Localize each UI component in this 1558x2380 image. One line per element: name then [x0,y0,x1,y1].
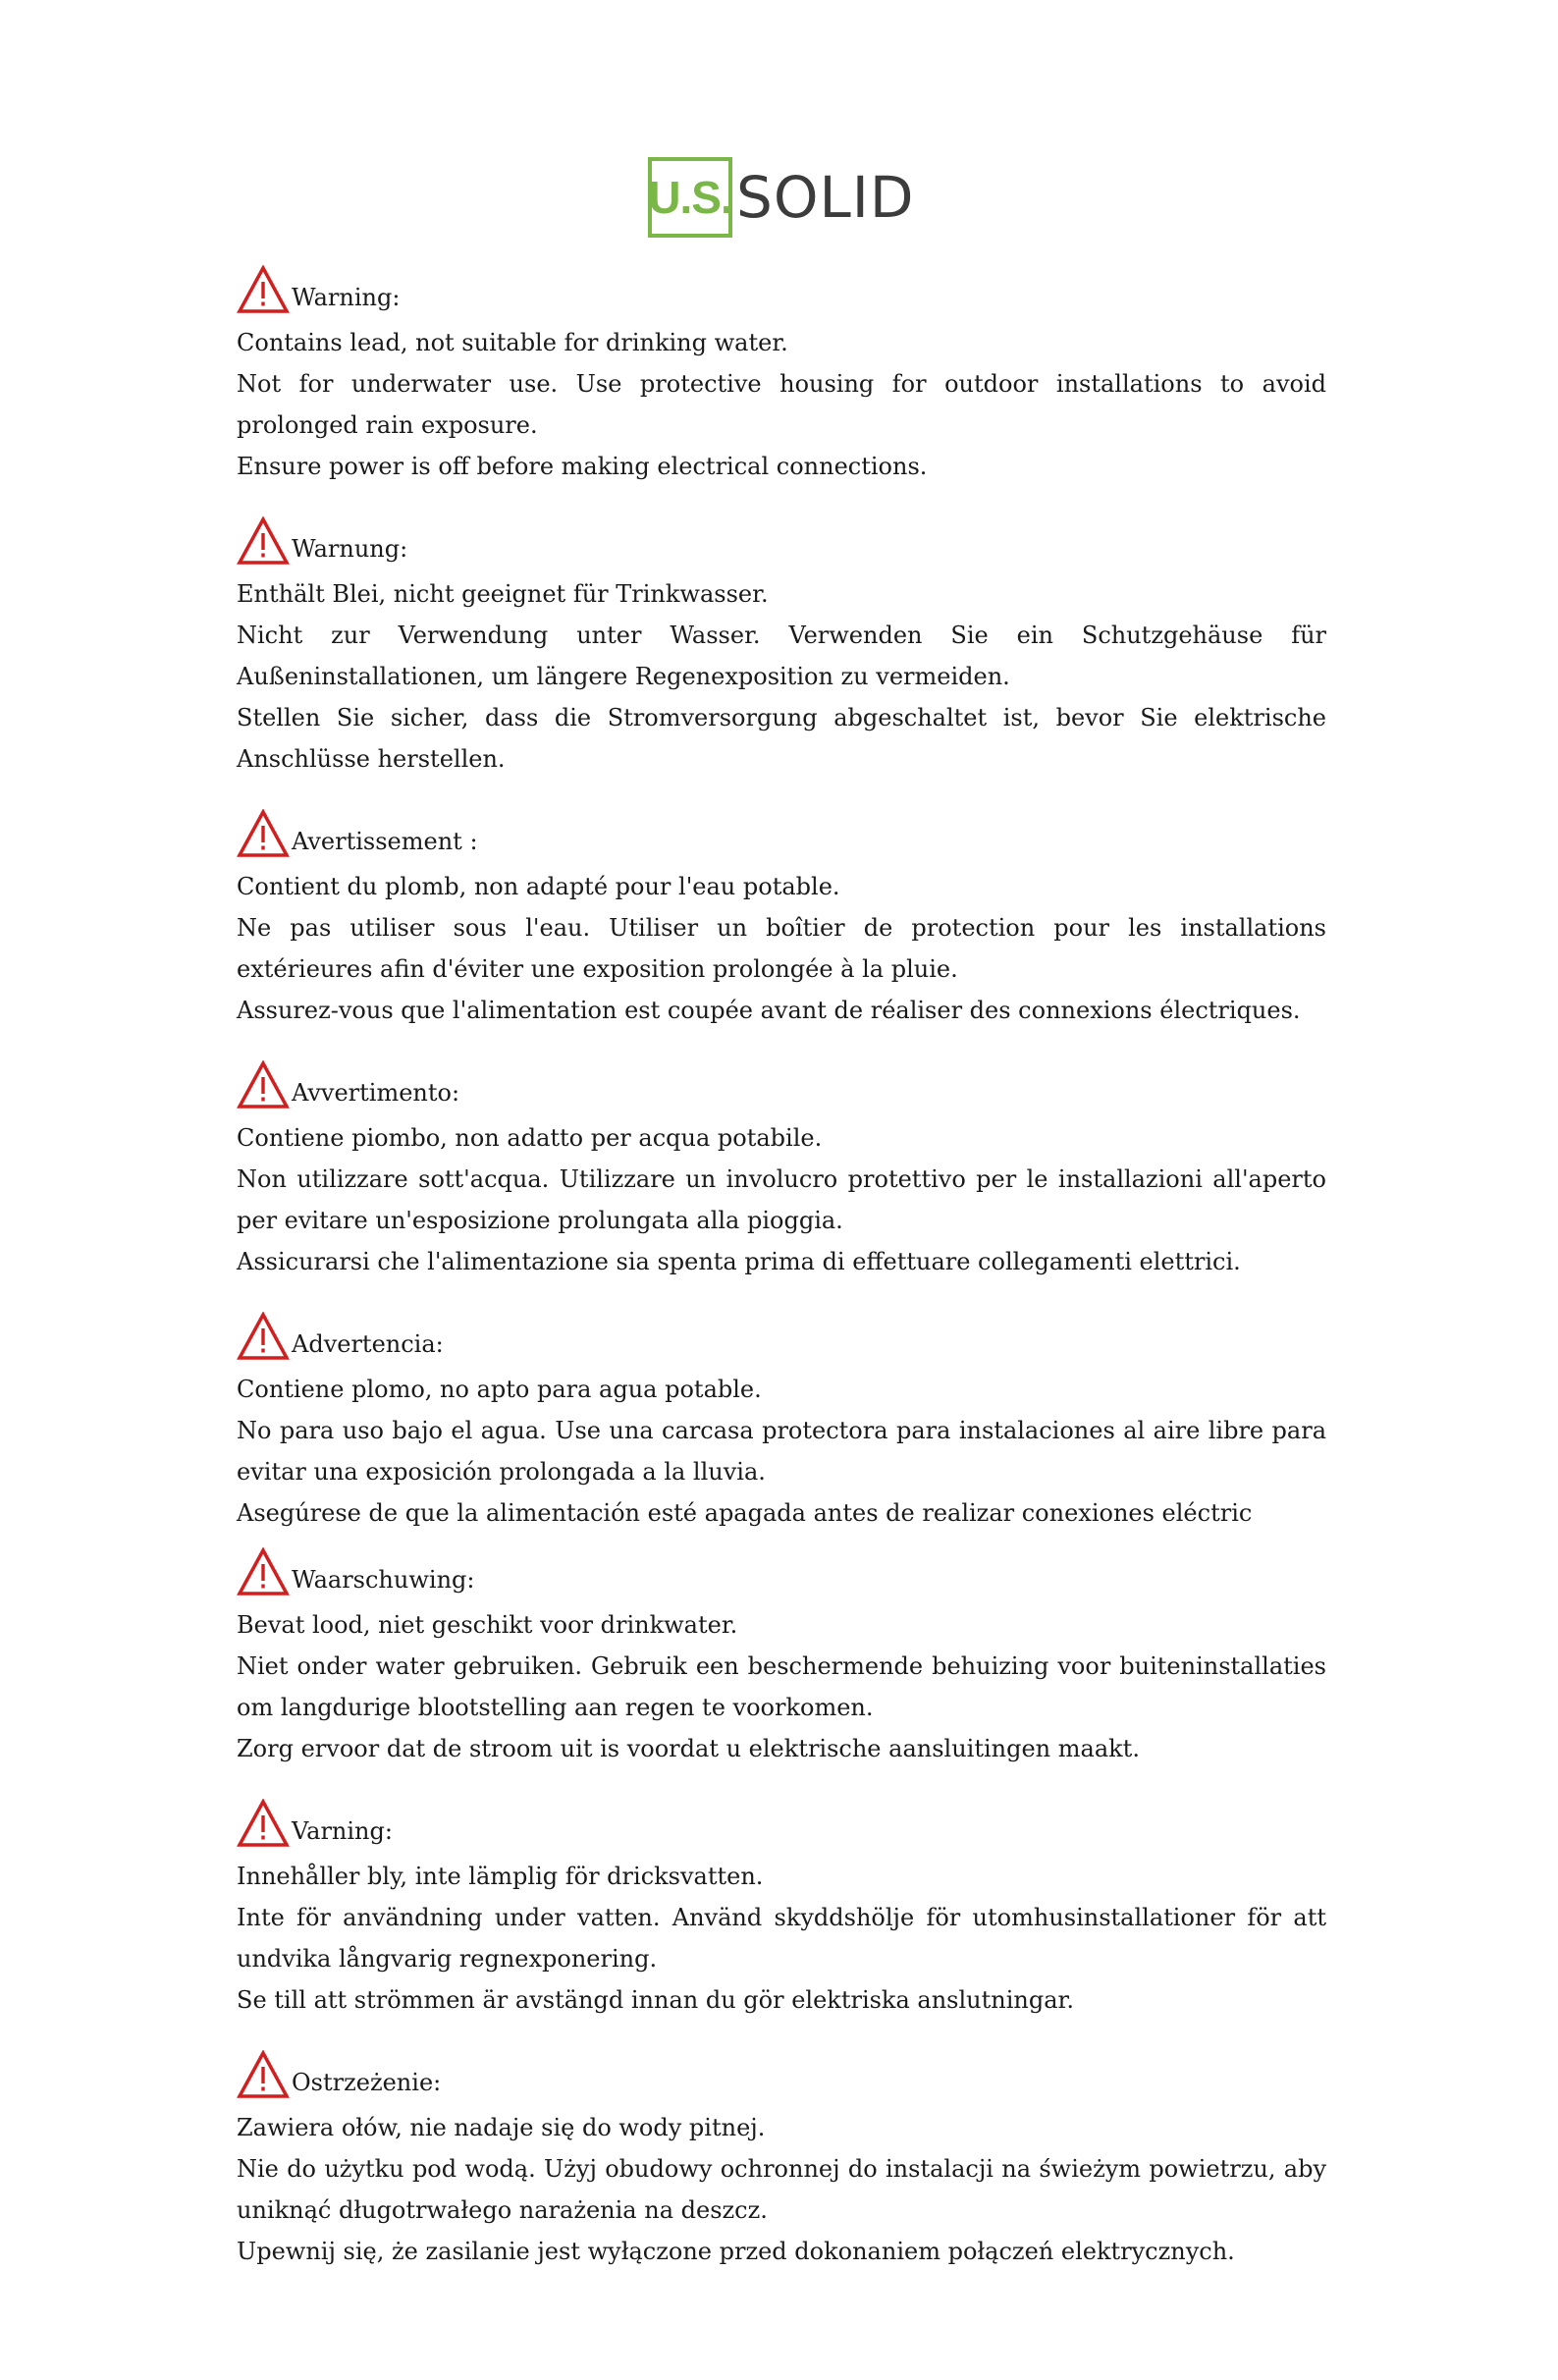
section-line: Nie do użytku pod wodą. Użyj obudowy ochronnej do instalacji na świeżym powietrzu, aby uniknąć długotrwałego narażenia na deszcz. [237,2155,1326,2224]
warning-triangle-icon [237,809,290,858]
section-line: Upewnij się, że zasilanie jest wyłączone przed dokonaniem połączeń elektrycznych. [237,2238,1235,2265]
section-line: Stellen Sie sicher, dass die Stromversorgung abgeschaltet ist, bevor Sie elektrische Anschlüsse herstellen. [237,704,1326,773]
section-line: Contient du plomb, non adapté pour l'eau potable. [237,873,840,900]
section-heading-text: Waarschuwing: [292,1566,475,1595]
section-heading [237,509,1326,566]
section-heading-text: Warnung: [292,535,408,564]
section-line: Contiene plomo, no apto para agua potable. [237,1376,762,1403]
section-line: Contiene piombo, non adatto per acqua potabile. [237,1124,823,1152]
warning-section-german [237,509,1326,780]
warning-triangle-icon [237,1547,290,1596]
section-line: Non utilizzare sott'acqua. Utilizzare un involucro protettivo per le installazioni all'aperto per evitare un'esposizione prolungata alla pioggia. [237,1165,1326,1234]
section-line: Se till att strömmen är avstängd innan du gör elektriska anslutningar. [237,1986,1074,2014]
logo-us-text: U.S. [648,172,732,223]
section-line: Enthält Blei, nicht geeignet für Trinkwasser. [237,580,769,608]
section-heading [237,1540,1326,1596]
section-heading [237,1791,1326,1848]
section-heading [237,1053,1326,1109]
section-heading [237,2042,1326,2099]
brand-logo [648,155,915,240]
warning-triangle-icon [237,2050,290,2099]
section-line: Inte för användning under vatten. Använd skyddshölje för utomhusinstallationer för att undvika långvarig regnexponering. [237,1904,1326,1973]
section-heading [237,801,1326,858]
section-line: Innehåller bly, inte lämplig för dricksvatten. [237,1863,764,1890]
section-heading-text: Ostrzeżenie: [292,2069,442,2097]
warning-triangle-icon [237,1312,290,1361]
section-line: No para uso bajo el agua. Use una carcasa protectora para instalaciones al aire libre para evitar una exposición prolongada a la lluvia. [237,1417,1326,1486]
warning-section-swedish [237,1791,1326,2021]
section-line: Ensure power is off before making electrical connections. [237,453,928,480]
warning-section-italian [237,1053,1326,1282]
warning-section-french [237,801,1326,1031]
logo-box [648,157,732,238]
logo-solid-text: SOLID [736,164,915,231]
section-line: Not for underwater use. Use protective housing for outdoor installations to avoid prolonged rain exposure. [237,370,1326,439]
warning-triangle-icon [237,1060,290,1109]
section-heading [237,257,1326,314]
section-line: Niet onder water gebruiken. Gebruik een beschermende behuizing voor buiteninstallaties om langdurige blootstelling aan regen te voorkomen. [237,1652,1326,1721]
section-heading-text: Advertencia: [292,1330,444,1359]
section-heading-text: Varning: [292,1817,393,1846]
warning-section-polish [237,2042,1326,2272]
section-heading-text: Avvertimento: [292,1079,460,1108]
section-heading [237,1304,1326,1361]
section-line: Bevat lood, niet geschikt voor drinkwater. [237,1611,738,1639]
warning-triangle-icon [237,1799,290,1848]
section-heading-text: Avertissement : [292,828,478,856]
warnings-content [237,257,1326,2294]
section-line: Contains lead, not suitable for drinking water. [237,329,788,356]
section-line: Zorg ervoor dat de stroom uit is voordat u elektrische aansluitingen maakt. [237,1735,1140,1762]
section-line: Nicht zur Verwendung unter Wasser. Verwenden Sie ein Schutzgehäuse für Außeninstallationen, um längere Regenexposition zu vermeiden. [237,622,1326,690]
section-heading-text: Warning: [292,284,401,312]
warning-triangle-icon [237,516,290,566]
warning-triangle-icon [237,265,290,314]
section-line: Zawiera ołów, nie nadaje się do wody pitnej. [237,2114,766,2141]
section-line: Asegúrese de que la alimentación esté apagada antes de realizar conexiones eléctric [237,1499,1253,1527]
section-line: Assurez-vous que l'alimentation est coupée avant de réaliser des connexions électriques. [237,997,1301,1024]
warning-section-english [237,257,1326,487]
warning-section-dutch [237,1540,1326,1769]
section-line: Ne pas utiliser sous l'eau. Utiliser un boîtier de protection pour les installations extérieures afin d'éviter une exposition prolongée à la pluie. [237,914,1326,983]
section-line: Assicurarsi che l'alimentazione sia spenta prima di effettuare collegamenti elettrici. [237,1248,1241,1275]
warning-section-spanish [237,1304,1326,1534]
